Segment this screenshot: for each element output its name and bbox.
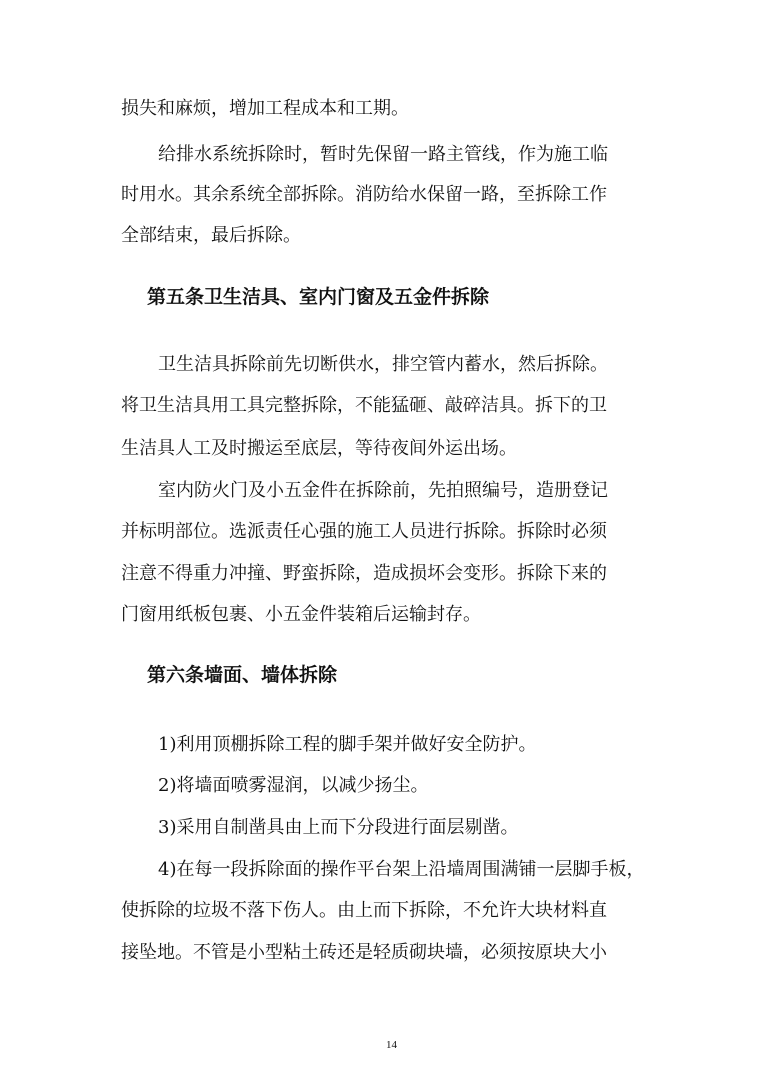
text-line: 注意不得重力冲撞、野蛮拆除，造成损坏会变形。拆除下来的 — [121, 563, 607, 584]
text-line: 生洁具人工及时搬运至底层，等待夜间外运出场。 — [121, 438, 517, 459]
text-line: 时用水。其余系统全部拆除。消防给水保留一路，至拆除工作 — [121, 184, 607, 205]
text-line: 接坠地。不管是小型粘土砖还是轻质砌块墙，必须按原块大小 — [121, 942, 607, 963]
text-line: 2)将墙面喷雾湿润，以减少扬尘。 — [158, 775, 429, 796]
text-line: 并标明部位。选派责任心强的施工人员进行拆除。拆除时必须 — [121, 521, 607, 542]
text-line: 将卫生洁具用工具完整拆除，不能猛砸、敲碎洁具。拆下的卫 — [121, 395, 607, 416]
section-heading: 第五条卫生洁具、室内门窗及五金件拆除 — [147, 286, 490, 308]
text-line: 4)在每一段拆除面的操作平台架上沿墙周围满铺一层脚手板， — [158, 859, 645, 880]
text-line: 室内防火门及小五金件在拆除前，先拍照编号，造册登记 — [158, 480, 608, 501]
section-heading: 第六条墙面、墙体拆除 — [147, 664, 338, 686]
page-number: 14 — [386, 1039, 397, 1051]
text-line: 全部结束，最后拆除。 — [121, 225, 301, 246]
text-line: 使拆除的垃圾不落下伤人。由上而下拆除，不允许大块材料直 — [121, 900, 607, 921]
text-line: 门窗用纸板包裹、小五金件装箱后运输封存。 — [121, 604, 481, 625]
text-line: 给排水系统拆除时，暂时先保留一路主管线，作为施工临 — [158, 144, 608, 165]
text-line: 卫生洁具拆除前先切断供水，排空管内蓄水，然后拆除。 — [158, 354, 608, 375]
text-line: 1)利用顶棚拆除工程的脚手架并做好安全防护。 — [158, 734, 537, 755]
text-line: 3)采用自制凿具由上而下分段进行面层剔凿。 — [158, 817, 519, 838]
text-line: 损失和麻烦，增加工程成本和工期。 — [121, 98, 409, 119]
